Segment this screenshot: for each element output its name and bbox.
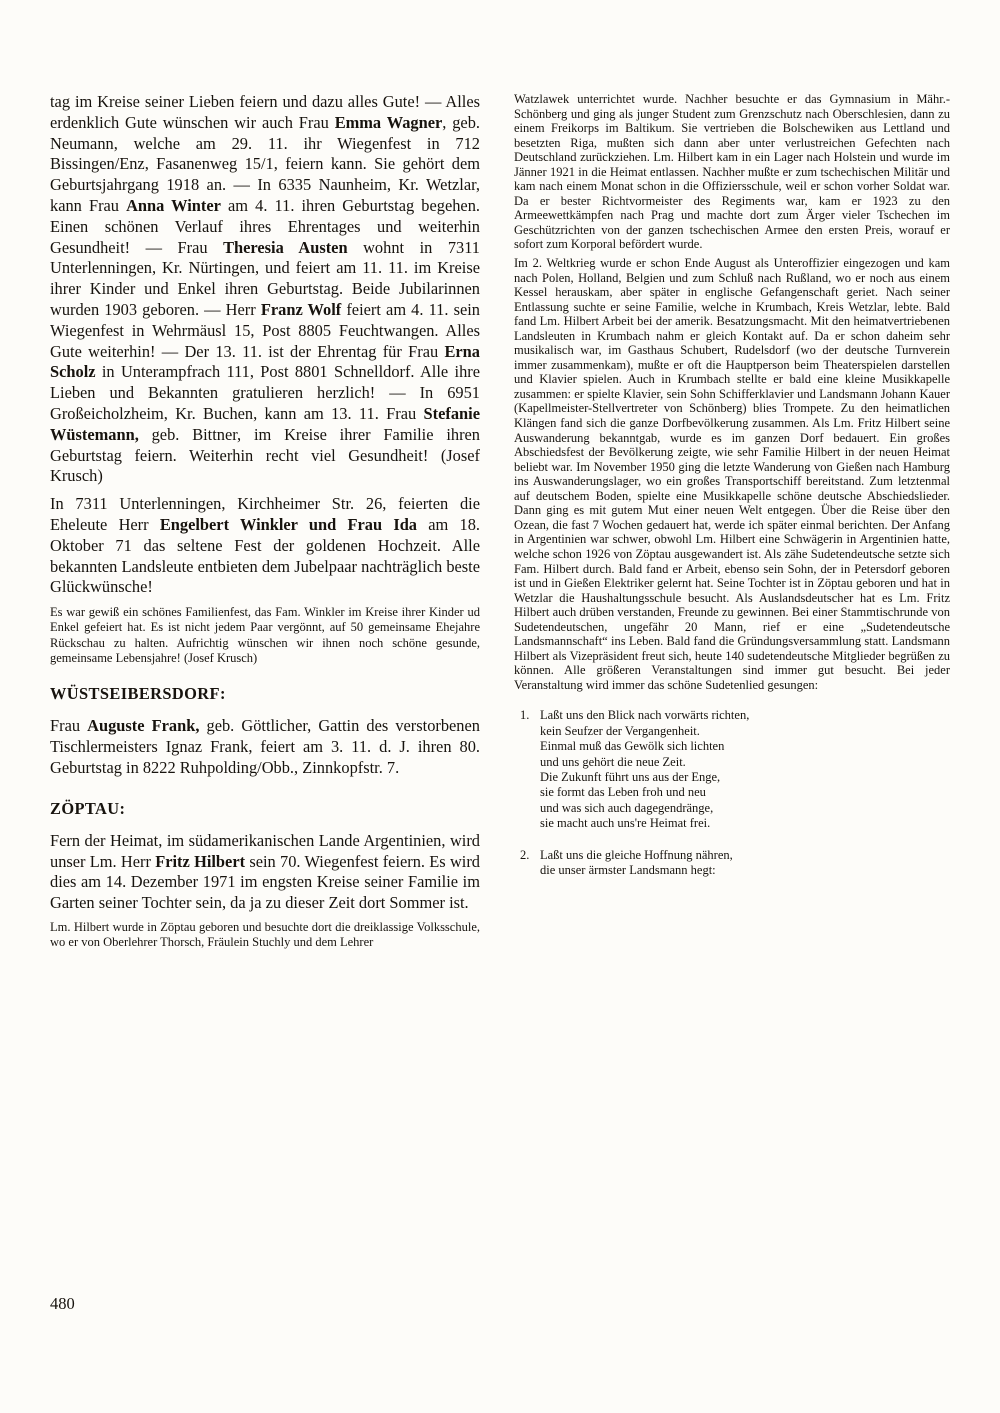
verse-number: 1. bbox=[520, 708, 530, 723]
text-run: wohnt in 7311 Unterlenningen, Kr. Nürtingen, und feiert am 11. 11. im Kreise ihrer Kinder und Enkel ihren Geburtstag. Beide Jubilarinnen wurden 1903 geboren. — Herr bbox=[50, 237, 481, 319]
verse-line: und uns gehört die neue Zeit. bbox=[540, 754, 686, 769]
bold-run: Theresia Austen bbox=[223, 237, 348, 257]
golden-wedding-paragraph bbox=[50, 494, 480, 598]
bold-run: Fritz Hilbert bbox=[155, 851, 246, 871]
verse-line: Einmal muß das Gewölk sich lichten bbox=[540, 739, 725, 754]
verse-line: sie macht auch uns're Heimat frei. bbox=[540, 816, 711, 831]
right-column bbox=[514, 92, 950, 878]
verse-line: Laßt uns den Blick nach vorwärts richten, bbox=[540, 708, 750, 723]
left-column bbox=[50, 92, 480, 950]
section-heading-zoeptau: ZÖPTAU: bbox=[50, 798, 126, 818]
bold-run: Anna Winter bbox=[126, 195, 221, 215]
zoeptau-biography-start bbox=[50, 920, 480, 951]
verse-line: und was sich auch dagegendränge, bbox=[540, 800, 714, 815]
text-run: geb. Bittner, im Kreise ihrer Familie ihren Geburtstag feiern. Weiterhin recht viel Gesundheit! (Josef Krusch) bbox=[50, 424, 480, 486]
text-run: tag im Kreise seiner Lieben feiern und dazu alles Gute! — Alles erdenklich Gute wünschen wir auch Frau bbox=[50, 92, 480, 132]
sudetenlied-verse-1 bbox=[520, 708, 950, 831]
section-heading-wuestseibersdorf: WÜSTSEIBERSDORF: bbox=[50, 684, 226, 704]
zoeptau-paragraph bbox=[50, 831, 480, 914]
text-run: am 18. Oktober 71 das seltene Fest der goldenen Hochzeit. Alle bekannten Landsleute entbieten dem Jubelpaar nachträglich beste Glückwünsche! bbox=[50, 514, 480, 597]
text-run: , geb. Neumann, welche am 29. 11. ihr Wiegenfest in 712 Bissingen/Enz, Fasanenweg 15/1, feiern kann. Sie gehört dem Geburtsjahrgang 1918 an. — In 6335 Naunheim, Kr. Wetzlar, kann Frau bbox=[50, 112, 480, 215]
verse-lines bbox=[540, 708, 749, 831]
text-run: Frau bbox=[50, 716, 88, 736]
verse-line: die unser ärmster Landsmann hegt: bbox=[540, 863, 716, 878]
verse-line: Die Zukunft führt uns aus der Enge, bbox=[540, 770, 721, 785]
sudetenlied-verse-2 bbox=[520, 848, 950, 879]
verse-line: kein Seufzer der Vergangenheit. bbox=[540, 723, 700, 738]
golden-wedding-note bbox=[50, 605, 480, 666]
text-run: Lm. Hilbert wurde in Zöptau geboren und besuchte dort die dreiklassige Volksschule, wo er von Oberlehrer Thorsch, Fräulein Stuchly und dem Lehrer bbox=[50, 919, 480, 950]
verse-lines bbox=[540, 848, 733, 879]
text-run: geb. Göttlicher, Gattin des verstorbenen Tischlermeisters Ignaz Frank, feiert am 3. 11. d. J. ihren 80. Geburtstag in 8222 Ruhpolding/Obb., Zinnkopfstr. 7. bbox=[50, 716, 480, 777]
text-run: Im 2. Weltkrieg wurde er schon Ende August als Unteroffizier eingezogen und kam nach Polen, Holland, Belgien und zum Schluß nach Rußland, wo er noch aus einem Kessel herauskam, aber später in englische Gefangenschaft geriet. Nach seiner Entlassung suchte er seine Familie, welche in Krumbach, Kreis Wetzlar, lebte. Bald fand Lm. Hilbert Arbeit bei der amerik. Besatzungsmacht. Mit den heimatvertriebenen Landsleuten in Krumbach nahm er gleich Kontakt auf. Da er schon daheim sehr musikalisch war, im Gasthaus Schubert, Rudelsdorf (wo der deutsche Turnverein immer zusammenkam), mußte er oft die Hauptperson beim Theaterspielen darstellen und Klavier spielen. Auch in Krumbach stellte er bald eine kleine Musikkapelle zusammen: er spielte Klavier, sein Sohn Schifferklavier und Landsmann Johann Kauer (Kapellmeister-Stellvertreter von Schönberg) blies Trompete. Zu den heimatlichen Klängen fand sich die ganze Dorfbevölkerung zusammen. Als Lm. Fritz Hilbert seine Auswanderung bekanntgab, wurde es im ganzen Dorf bedauert. Ein großes Abschiedsfest der Bevölkerung zeigte, wie sehr Familie Hilbert in der neuen Heimat beliebt war. Im November 1950 ging die letzte Wanderung von Gießen nach Hamburg ins Auswanderungslager, wo ein großes Transportschiff bereitstand. Zum letztenmal auf deutschem Boden, spielte eine Musikkapelle schöne deutsche Abschiedslieder. Dann ging es mit gutem Mut einer neuen Welt entgegen. Über die Reise über den Ozean, die fast 7 Wochen gedauert hat, werde ich später einmal berichten. Der Anfang in Argentinien war schwer, obwohl Lm. Hilbert eine Schwägerin in Argentinien hatte, welche schon 1926 von Zöptau ausgewandert ist. Als zähe Sudetendeutsche setzte sich Fam. Hilbert durch. Bald fand er Arbeit, ebenso sein Sohn, der in Petersdorf geboren ist und in Gießen Elektriker gelernt hat. Seine Tochter ist in Zöptau geboren und hat in Wetzlar die Haushaltungsschule besucht. Als Auslandsdeutscher hat es Lm. Fritz Hilbert auch drüben verstanden, Freunde zu gewinnen. Bei einer Stammtischrunde von Sudetendeutschen, ungefähr 20 Mann, rief er eine „Sudetendeutsche Landsmannschaft“ ins Leben. Bald fand die Gründungsversammlung statt. Landsmann Hilbert als Vizepräsident freut sich, heute 140 sudetendeutsche Mitglieder begrüßen zu können. Alle größeren Veranstaltungen sind immer gut besucht. Bei jeder Veranstaltung wird immer das schöne Sudetenlied gesungen: bbox=[514, 256, 950, 692]
two-column-layout bbox=[50, 92, 1000, 950]
verse-number: 2. bbox=[520, 847, 530, 862]
hilbert-biography-paragraph-2 bbox=[514, 256, 950, 692]
birthday-greetings-paragraph bbox=[50, 92, 480, 487]
bold-run: Emma Wagner bbox=[334, 112, 443, 132]
page-number: 480 bbox=[50, 1294, 75, 1313]
text-run: am 4. 11. ihren Geburtstag begehen. Einen schönen Verlauf ihres Ehrentages und weiterhin Gesundheit! — Frau bbox=[50, 195, 480, 257]
text-run: Es war gewiß ein schönes Familienfest, das Fam. Winkler im Kreise ihrer Kinder ud Enkel gefeiert hat. Es ist nicht jedem Paar vergönnt, auf 50 gemeinsame Ehejahre Rückschau zu halten. Aufrichtig wünschen wir ihnen noch schöne gesunde, gemeinsame Lebensjahre! (Josef Krusch) bbox=[50, 605, 480, 666]
hilbert-biography-paragraph-1 bbox=[514, 92, 950, 252]
text-run: Fern der Heimat, im südamerikanischen Lande Argentinien, wird unser Lm. Herr bbox=[50, 830, 480, 871]
bold-run: Franz Wolf bbox=[260, 299, 342, 319]
text-run: In 7311 Unterlenningen, Kirchheimer Str. 26, feierten die Eheleute Herr bbox=[50, 494, 480, 534]
bold-run: Erna Scholz bbox=[50, 341, 480, 382]
bold-run: Auguste Frank, bbox=[87, 716, 200, 736]
bold-run: Engelbert Winkler und Frau Ida bbox=[159, 514, 418, 534]
wuestseibersdorf-paragraph bbox=[50, 716, 480, 778]
verse-line: sie formt das Leben froh und neu bbox=[540, 785, 706, 800]
bold-run: Stefanie Wüstemann, bbox=[50, 403, 480, 444]
text-run: sein 70. Wiegenfest feiern. Es wird dies am 14. Dezember 1971 im engsten Kreise seiner Familie im Garten seiner Tochter sein, da ja zu dieser Zeit dort Sommer ist. bbox=[50, 851, 480, 913]
text-run: feiert am 4. 11. sein Wiegenfest in Wehrmäusl 15, Post 8805 Feuchtwangen. Alles Gute weiterhin! — Der 13. 11. ist der Ehrentag für Frau bbox=[50, 299, 480, 361]
text-run: in Unterampfrach 111, Post 8801 Schnelldorf. Alle ihre Lieben und Bekannten gratulieren herzlich! — In 6951 Großeicholzheim, Kr. Buchen, kann am 13. 11. Frau bbox=[50, 362, 480, 423]
verse-line: Laßt uns die gleiche Hoffnung nähren, bbox=[540, 847, 733, 862]
text-run: Watzlawek unterrichtet wurde. Nachher besuchte er das Gymnasium in Mähr.-Schönberg und ging als junger Student zum Grenzschutz nach Oberschlesien, dann zu einem Freikorps im Baltikum. Sie vertrieben die Bolschewiken aus Lettland und besetzten Riga, mußten sich dann aber unter verlustreichen Gefechten nach Deutschland zurückziehen. Lm. Hilbert kam in ein Lager nach Holstein und wurde im Jänner 1921 in die Heimat entlassen. Nachher mußte er zum tschechischen Militär und kam nach einem Monat schon in die Offiziersschule, weil er schon vorher Soldat war. Da er bester Richtvormeister des Regiments war, kam er 1923 zu den Armeewettkämpfen nach Prag und machte dort zum Ärger vieler Tschechen im Geschützrichten von der ganzen tschechischen Armee den ersten Preis, worauf er sofort zum Korporal befördert wurde. bbox=[514, 92, 950, 252]
